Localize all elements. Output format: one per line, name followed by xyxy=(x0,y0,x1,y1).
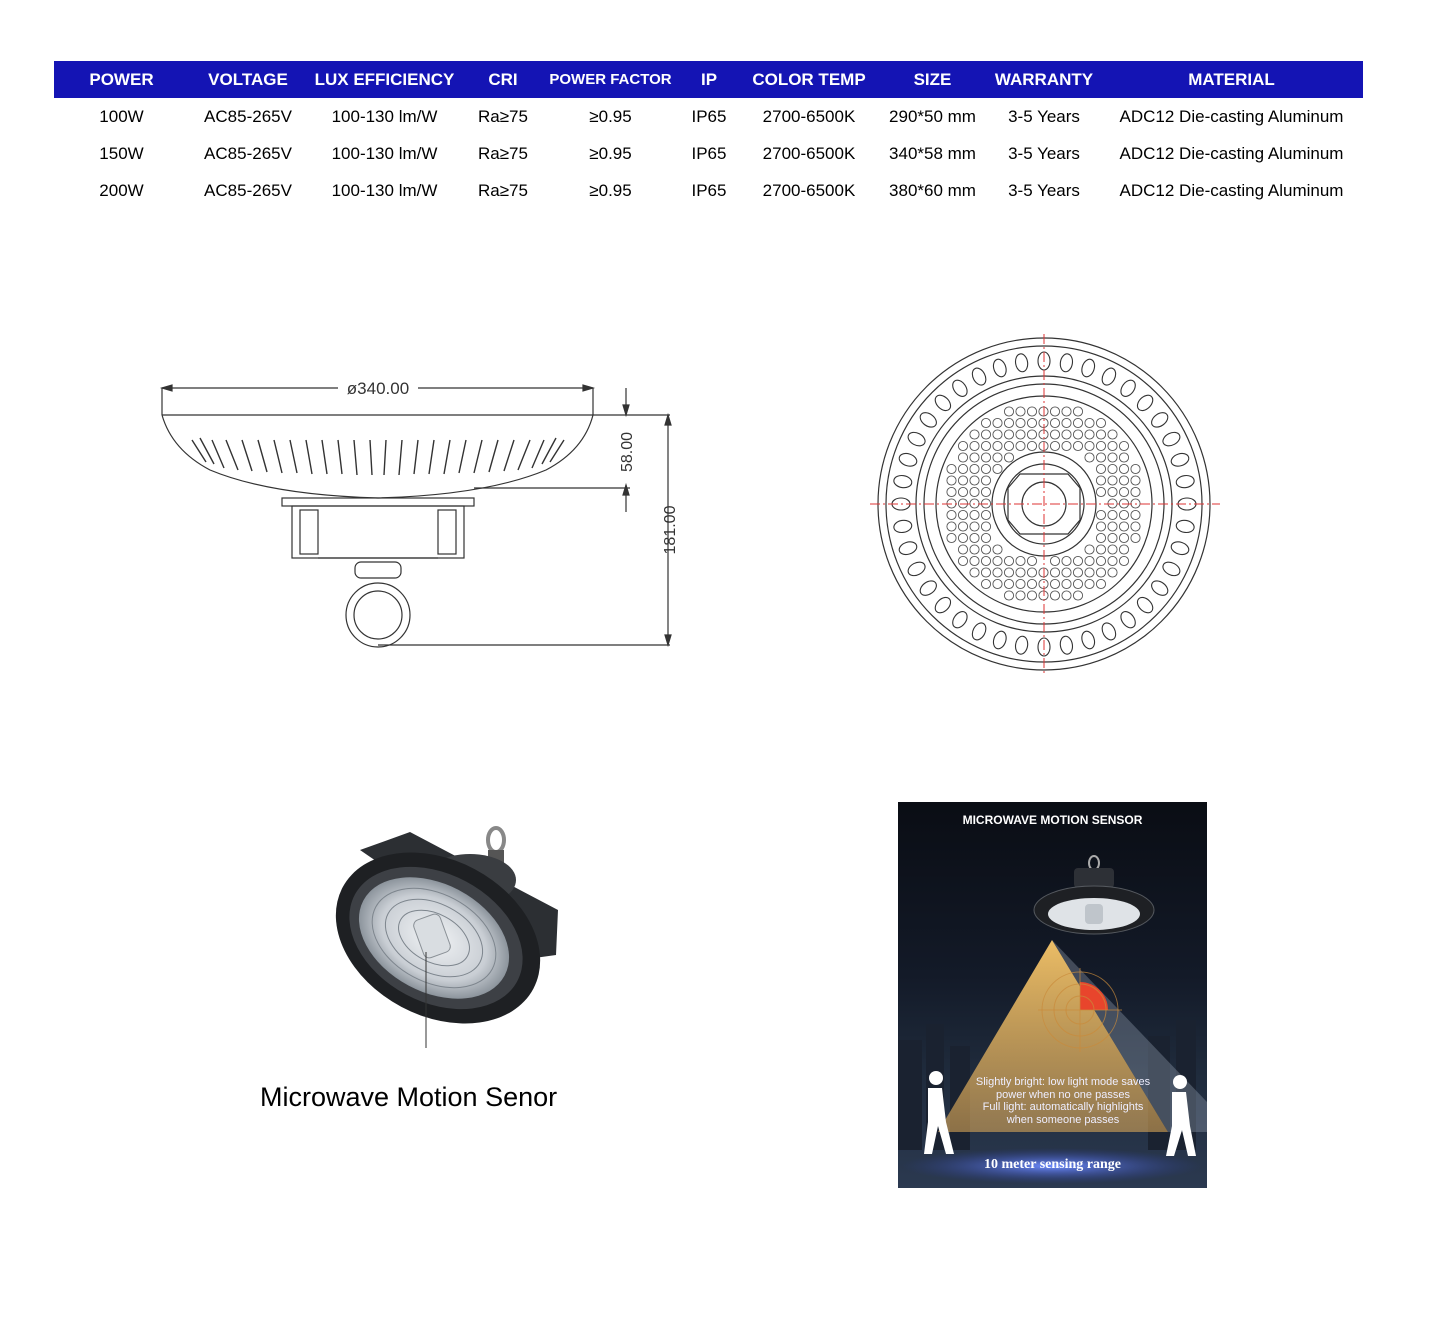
led-chip xyxy=(1004,418,1013,427)
led-chip xyxy=(1027,568,1036,577)
cooling-fin xyxy=(1059,635,1074,655)
led-chip xyxy=(1062,430,1071,439)
cooling-fin xyxy=(893,519,913,534)
cooling-fin xyxy=(898,540,919,557)
cooling-fin xyxy=(1149,578,1171,598)
led-chip xyxy=(947,464,956,473)
cell-power-factor: ≥0.95 xyxy=(589,106,632,126)
led-chip xyxy=(1096,545,1105,554)
led-chip xyxy=(1073,441,1082,450)
cooling-fin xyxy=(932,594,953,615)
led-chip xyxy=(1027,441,1036,450)
led-chip xyxy=(1108,464,1117,473)
led-chip xyxy=(1004,430,1013,439)
cooling-fin xyxy=(917,578,939,598)
led-chip xyxy=(1027,556,1036,565)
cooling-fin xyxy=(1099,366,1118,387)
poster-title: MICROWAVE MOTION SENSOR xyxy=(962,813,1143,827)
led-chip xyxy=(958,453,967,462)
cell-warranty: 3-5 Years xyxy=(1008,180,1080,200)
led-chip xyxy=(993,418,1002,427)
header-cri: CRI xyxy=(488,69,518,89)
cooling-fin xyxy=(1059,353,1074,373)
cooling-fin xyxy=(1161,430,1182,449)
led-chip xyxy=(1073,418,1082,427)
cell-power: 150W xyxy=(99,143,144,163)
total-height-label: 181.00 xyxy=(662,505,679,555)
led-chip xyxy=(970,568,979,577)
led-chip xyxy=(993,579,1002,588)
cell-cri: Ra≥75 xyxy=(478,143,528,163)
led-chip xyxy=(1016,407,1025,416)
led-chip xyxy=(1073,591,1082,600)
led-chip xyxy=(970,476,979,485)
led-chip xyxy=(1119,464,1128,473)
led-chip xyxy=(1027,591,1036,600)
cooling-fin xyxy=(893,474,913,489)
cooling-fin xyxy=(1175,519,1195,534)
led-chip xyxy=(993,453,1002,462)
led-chip xyxy=(1096,453,1105,462)
led-chip xyxy=(1073,430,1082,439)
cell-material: ADC12 Die-casting Aluminum xyxy=(1119,180,1344,200)
led-chip xyxy=(958,545,967,554)
led-chip xyxy=(1085,430,1094,439)
cooling-fin xyxy=(991,630,1008,651)
led-chip xyxy=(958,476,967,485)
led-chip xyxy=(970,453,979,462)
led-chip xyxy=(1131,487,1140,496)
led-chip xyxy=(1131,510,1140,519)
led-chip xyxy=(1119,453,1128,462)
led-chip xyxy=(1108,545,1117,554)
led-chip xyxy=(1073,407,1082,416)
led-chip xyxy=(1062,556,1071,565)
led-chip xyxy=(1004,591,1013,600)
body-height-label: 58.00 xyxy=(619,431,636,473)
led-chip xyxy=(1016,430,1025,439)
cooling-fin xyxy=(932,392,953,413)
led-chip xyxy=(1027,418,1036,427)
led-chip xyxy=(1096,487,1105,496)
cell-color-temp: 2700-6500K xyxy=(762,143,856,163)
led-chip xyxy=(1085,453,1094,462)
led-chip xyxy=(1131,522,1140,531)
cooling-fin xyxy=(970,366,989,387)
cell-ip: IP65 xyxy=(691,180,727,200)
cell-color-temp: 2700-6500K xyxy=(762,180,856,200)
cooling-fin xyxy=(906,559,927,578)
led-chip xyxy=(1119,556,1128,565)
led-chip xyxy=(1096,533,1105,542)
led-chip xyxy=(1085,556,1094,565)
led-chip xyxy=(1119,510,1128,519)
led-chip xyxy=(1062,407,1071,416)
sensor-poster xyxy=(898,802,1207,1188)
header-power-factor: POWER FACTOR xyxy=(549,71,672,88)
led-chip xyxy=(1085,441,1094,450)
led-chip xyxy=(958,510,967,519)
led-chip xyxy=(981,522,990,531)
cooling-fin xyxy=(1014,353,1029,373)
led-chip xyxy=(1108,568,1117,577)
cooling-fin xyxy=(1014,635,1029,655)
product-caption: Microwave Motion Senor xyxy=(260,1082,558,1112)
cell-color-temp: 2700-6500K xyxy=(762,106,856,126)
led-chip xyxy=(993,441,1002,450)
poster-line: power when no one passes xyxy=(996,1088,1130,1101)
cooling-fin xyxy=(1175,474,1195,489)
poster-description xyxy=(938,1076,1188,1126)
led-chip xyxy=(1016,556,1025,565)
led-chip xyxy=(947,522,956,531)
led-chip xyxy=(1016,591,1025,600)
poster-illustration xyxy=(898,802,1207,1188)
led-chip xyxy=(981,510,990,519)
cell-lux-efficiency: 100-130 lm/W xyxy=(331,106,438,126)
cell-ip: IP65 xyxy=(691,143,727,163)
table-row xyxy=(54,135,1363,172)
led-chip xyxy=(981,545,990,554)
led-chip xyxy=(1062,441,1071,450)
cooling-fin xyxy=(1099,621,1118,642)
led-chip xyxy=(1108,453,1117,462)
side-view-drawing xyxy=(150,330,690,660)
cooling-fin xyxy=(1170,540,1191,557)
led-chip xyxy=(1108,556,1117,565)
cooling-fin xyxy=(1134,594,1155,615)
led-chip xyxy=(1004,453,1013,462)
led-chip xyxy=(1096,510,1105,519)
led-chip xyxy=(1062,579,1071,588)
led-chip xyxy=(1004,579,1013,588)
led-chip xyxy=(993,568,1002,577)
cell-material: ADC12 Die-casting Aluminum xyxy=(1119,106,1344,126)
led-chip xyxy=(947,487,956,496)
led-chip xyxy=(1062,418,1071,427)
led-chip xyxy=(1085,418,1094,427)
led-chip xyxy=(1062,568,1071,577)
led-chip xyxy=(1050,556,1059,565)
led-chip xyxy=(981,533,990,542)
spec-table-header xyxy=(54,61,1363,98)
cell-size: 380*60 mm xyxy=(889,180,976,200)
product-photo xyxy=(320,820,570,1050)
led-chip xyxy=(1108,487,1117,496)
led-chip xyxy=(1119,441,1128,450)
header-material: MATERIAL xyxy=(1188,69,1275,89)
led-chip xyxy=(958,533,967,542)
diameter-label: ø340.00 xyxy=(346,379,410,398)
led-chip xyxy=(1108,441,1117,450)
cooling-fin xyxy=(917,410,939,430)
led-chip xyxy=(1096,418,1105,427)
header-ip: IP xyxy=(700,69,718,89)
cell-voltage: AC85-265V xyxy=(204,180,292,200)
cooling-fin xyxy=(1161,559,1182,578)
led-chip xyxy=(1096,556,1105,565)
led-chip xyxy=(1119,545,1128,554)
cooling-fin xyxy=(1080,630,1097,651)
front-view-drawing xyxy=(860,328,1230,680)
led-chip xyxy=(1073,556,1082,565)
led-chip xyxy=(958,522,967,531)
cell-voltage: AC85-265V xyxy=(204,106,292,126)
led-chip xyxy=(993,556,1002,565)
led-chip xyxy=(1085,545,1094,554)
cooling-fin xyxy=(1080,358,1097,379)
led-chip xyxy=(970,522,979,531)
cell-cri: Ra≥75 xyxy=(478,106,528,126)
cooling-fin xyxy=(1118,377,1138,399)
cell-lux-efficiency: 100-130 lm/W xyxy=(331,143,438,163)
led-chip xyxy=(970,464,979,473)
led-chip xyxy=(970,533,979,542)
cooling-fin xyxy=(950,377,970,399)
led-chip xyxy=(1027,579,1036,588)
led-chip xyxy=(1108,476,1117,485)
cooling-fin xyxy=(1134,392,1155,413)
led-chip xyxy=(1050,430,1059,439)
cell-power-factor: ≥0.95 xyxy=(589,180,632,200)
led-chip xyxy=(1016,579,1025,588)
cooling-fin xyxy=(950,609,970,631)
led-chip xyxy=(993,464,1002,473)
led-chip xyxy=(1062,591,1071,600)
header-power: POWER xyxy=(89,69,154,89)
led-chip xyxy=(1108,533,1117,542)
led-chip xyxy=(1096,579,1105,588)
led-chip xyxy=(981,568,990,577)
led-chip xyxy=(1004,441,1013,450)
led-chip xyxy=(958,556,967,565)
led-chip xyxy=(1016,418,1025,427)
led-chip xyxy=(1108,510,1117,519)
led-chip xyxy=(1096,568,1105,577)
led-chip xyxy=(1096,430,1105,439)
cooling-fin xyxy=(970,621,989,642)
led-chip xyxy=(1004,568,1013,577)
led-chip xyxy=(993,545,1002,554)
led-chip xyxy=(970,430,979,439)
cell-power: 200W xyxy=(99,180,144,200)
led-chip xyxy=(1119,476,1128,485)
cell-warranty: 3-5 Years xyxy=(1008,143,1080,163)
led-chip xyxy=(1085,568,1094,577)
led-chip xyxy=(1027,430,1036,439)
poster-line: Slightly bright: low light mode saves xyxy=(975,1076,1151,1088)
cell-power: 100W xyxy=(99,106,144,126)
led-chip xyxy=(1085,579,1094,588)
cell-material: ADC12 Die-casting Aluminum xyxy=(1119,143,1344,163)
led-chip xyxy=(981,430,990,439)
table-row xyxy=(54,98,1363,135)
cell-ip: IP65 xyxy=(691,106,727,126)
cell-warranty: 3-5 Years xyxy=(1008,106,1080,126)
led-chip xyxy=(1108,430,1117,439)
led-chip xyxy=(1016,441,1025,450)
table-row xyxy=(54,172,1363,209)
cooling-fin xyxy=(898,451,919,468)
header-lux-efficiency: LUX EFFICIENCY xyxy=(314,69,455,89)
led-chip xyxy=(981,579,990,588)
led-chip xyxy=(1096,441,1105,450)
sensing-range-label: 10 meter sensing range xyxy=(984,1157,1121,1172)
led-chip xyxy=(1016,568,1025,577)
led-chip xyxy=(1073,568,1082,577)
led-chip xyxy=(958,464,967,473)
led-chip xyxy=(970,510,979,519)
cell-voltage: AC85-265V xyxy=(204,143,292,163)
led-chip xyxy=(947,476,956,485)
poster-line: when someone passes xyxy=(1006,1113,1120,1126)
led-chip xyxy=(981,418,990,427)
led-chip xyxy=(1131,476,1140,485)
led-chip xyxy=(993,430,1002,439)
led-chip xyxy=(981,441,990,450)
led-chip xyxy=(1050,568,1059,577)
led-chip xyxy=(981,453,990,462)
led-chip xyxy=(1050,441,1059,450)
cell-size: 290*50 mm xyxy=(889,106,976,126)
spec-table xyxy=(54,61,1363,209)
cell-lux-efficiency: 100-130 lm/W xyxy=(331,180,438,200)
led-chip xyxy=(1027,407,1036,416)
led-chip xyxy=(947,533,956,542)
led-chip xyxy=(1119,487,1128,496)
led-chip xyxy=(970,545,979,554)
led-chip xyxy=(1119,522,1128,531)
led-chip xyxy=(1096,522,1105,531)
led-chip xyxy=(1050,579,1059,588)
led-chip xyxy=(970,487,979,496)
led-chip xyxy=(1108,522,1117,531)
led-chip xyxy=(981,556,990,565)
led-chip xyxy=(981,487,990,496)
cooling-fin xyxy=(1149,410,1171,430)
led-chip xyxy=(970,556,979,565)
led-chip xyxy=(970,441,979,450)
led-chip xyxy=(981,464,990,473)
led-chip xyxy=(1050,407,1059,416)
led-chip xyxy=(1050,418,1059,427)
led-chip xyxy=(1050,591,1059,600)
poster-line: Full light: automatically highlights xyxy=(982,1101,1144,1113)
cooling-fin xyxy=(906,430,927,449)
header-voltage: VOLTAGE xyxy=(208,69,288,89)
led-chip xyxy=(1096,464,1105,473)
led-chip xyxy=(947,510,956,519)
header-warranty: WARRANTY xyxy=(994,69,1094,89)
led-chip xyxy=(958,487,967,496)
cooling-fin xyxy=(1118,609,1138,631)
cell-cri: Ra≥75 xyxy=(478,180,528,200)
led-chip xyxy=(1131,533,1140,542)
led-chip xyxy=(1004,556,1013,565)
led-chip xyxy=(1073,579,1082,588)
led-chip xyxy=(1119,533,1128,542)
header-size: SIZE xyxy=(913,69,952,89)
cell-size: 340*58 mm xyxy=(889,143,976,163)
led-chip xyxy=(981,476,990,485)
header-color-temp: COLOR TEMP xyxy=(752,69,866,89)
led-chip xyxy=(1096,476,1105,485)
led-chip xyxy=(1004,407,1013,416)
cooling-fin xyxy=(991,358,1008,379)
cooling-fin xyxy=(1170,451,1191,468)
led-chip xyxy=(1131,464,1140,473)
led-chip xyxy=(958,441,967,450)
cell-power-factor: ≥0.95 xyxy=(589,143,632,163)
